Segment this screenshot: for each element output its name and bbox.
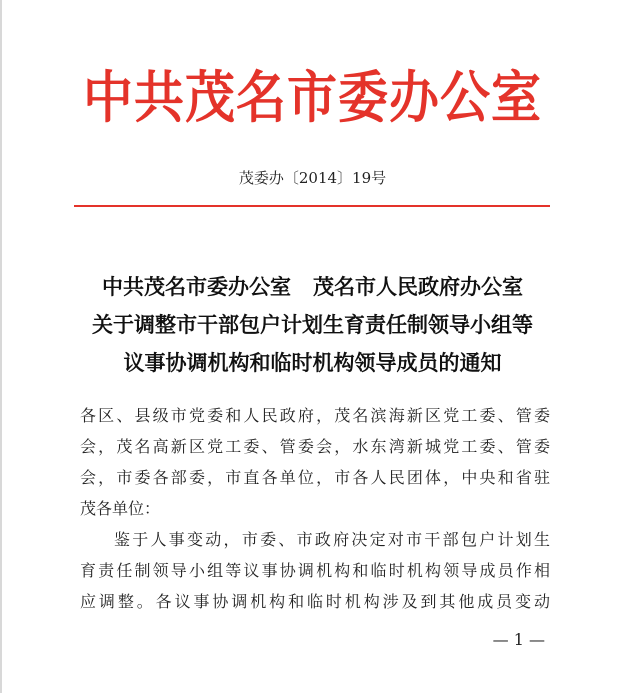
salutation-line: 茂各单位： — [80, 499, 161, 518]
salutation-line: 会，茂名高新区党工委、管委会，水东湾新城党工委、管委 — [80, 437, 550, 456]
document-title — [0, 268, 625, 382]
document-body — [80, 400, 550, 617]
salutation-line: 会，市委各部委，市直各单位，市各人民团体，中央和省驻 — [80, 468, 550, 487]
paragraph-line: 鉴于人事变动，市委、市政府决定对市干部包户计划生 — [114, 530, 550, 549]
paragraph-line: 应调整。各议事协调机构和临时机构涉及到其他成员变动 — [80, 592, 550, 611]
paragraph-line: 育责任制领导小组等议事协调机构和临时机构领导成员作相 — [80, 561, 550, 580]
masthead-title: 中共茂名市委办公室 — [83, 65, 542, 131]
salutation-line: 各区、县级市党委和人民政府，茂名滨海新区党工委、管委 — [80, 406, 550, 425]
title-line-2: 关于调整市干部包户计划生育责任制领导小组等 — [92, 313, 533, 337]
issuer-government-office: 茂名市人民政府办公室 — [313, 275, 523, 299]
document-number: 茂委办〔2014〕19号 — [238, 169, 387, 187]
page-number: — 1 — — [492, 630, 545, 649]
issuer-party-office: 中共茂名市委办公室 — [102, 275, 291, 299]
title-line-3: 议事协调机构和临时机构领导成员的通知 — [123, 351, 502, 375]
red-separator-rule — [74, 205, 550, 207]
title-line-1 — [0, 268, 625, 306]
